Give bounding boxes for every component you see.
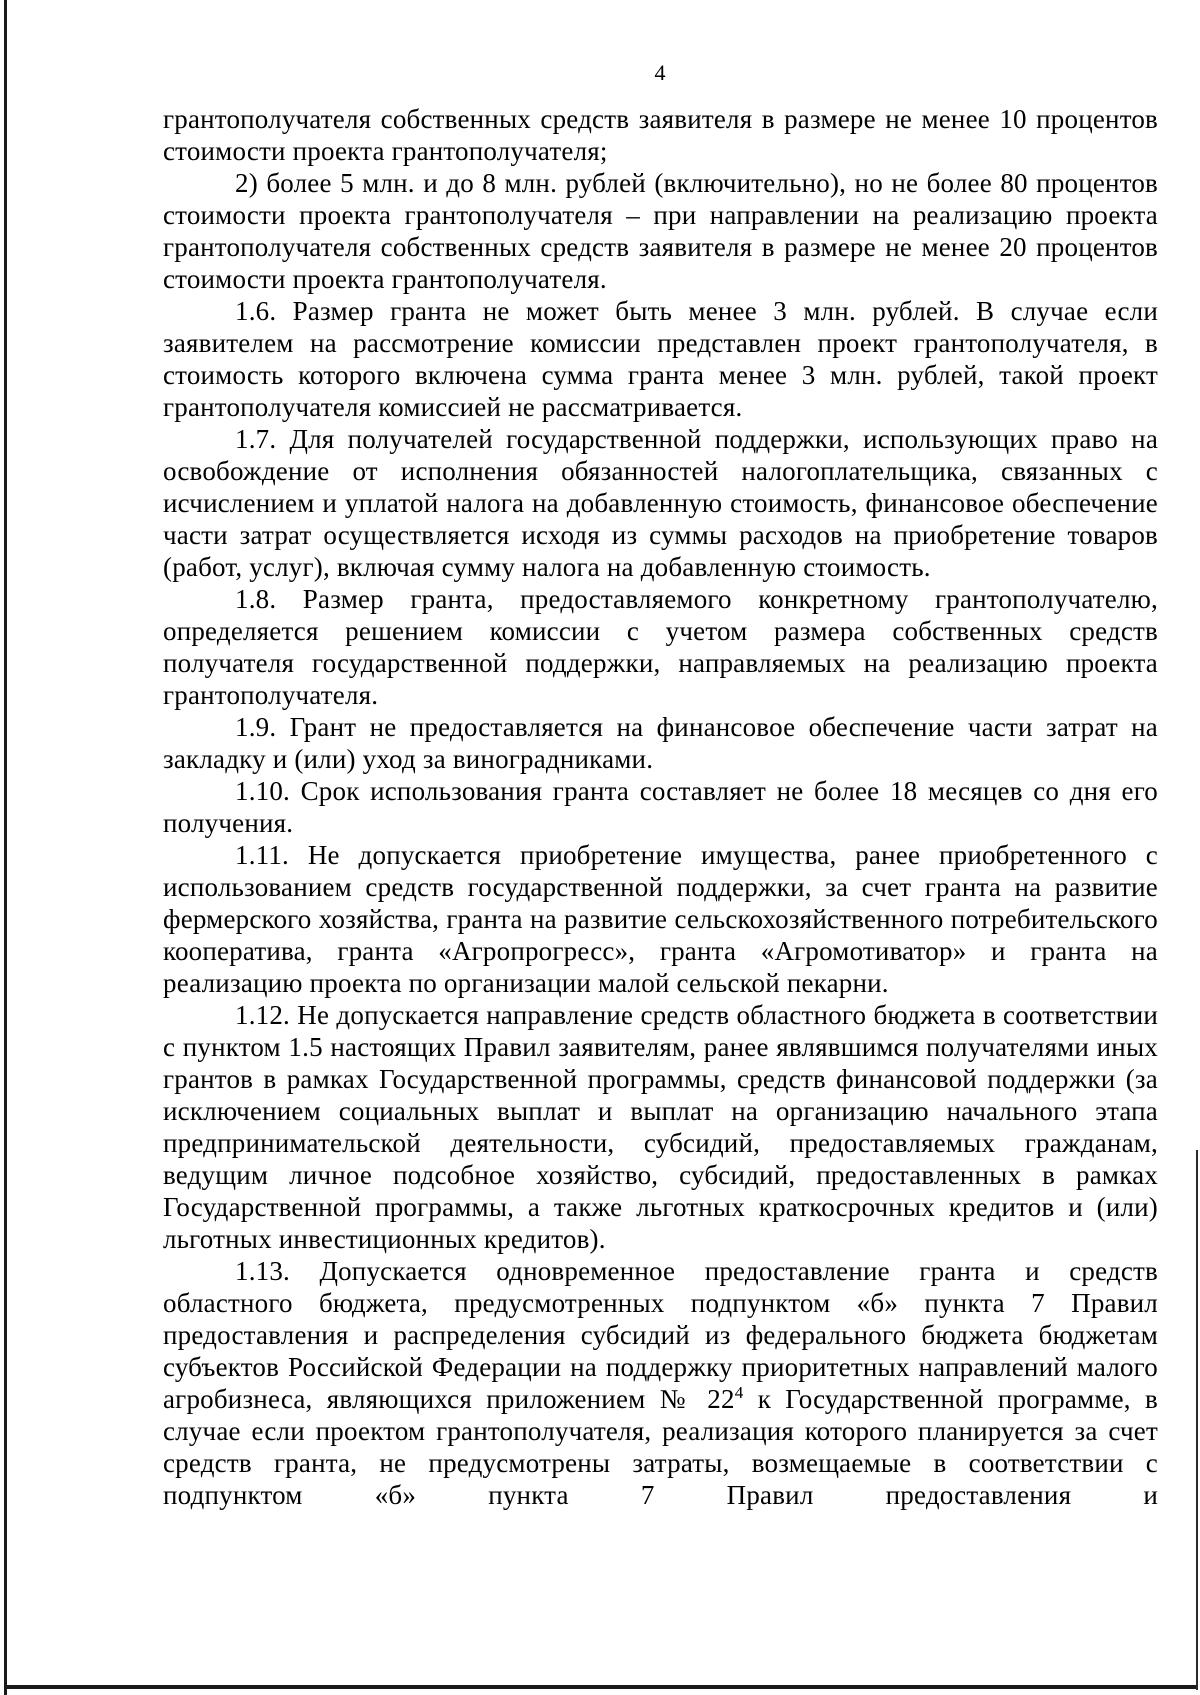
scan-edge-left [4, 0, 7, 1695]
paragraph-1-6: 1.6. Размер гранта не может быть менее 3 млн. рублей. В случае если заявителем на рассмотрение комиссии представлен проект грантополучателя, в стоимость которого включена сумма гранта менее 3 млн. рублей, такой проект грантополучателя комиссией не рассматривается. [163, 296, 1158, 422]
paragraph-1-12: 1.12. Не допускается направление средств областного бюджета в соответствии с пунктом 1.5 настоящих Правил заявителям, ранее являвшимся получателями иных грантов в рамках Государственной программы, средств финансовой поддержки (за исключением социальных выплат и выплат на организацию начального этапа предпринимательской деятельности, субсидий, предоставляемых гражданам, ведущим личное подсобное хозяйство, субсидий, предоставленных в рамках Государственной программы, а также льготных краткосрочных кредитов и (или) льготных инвестиционных кредитов). [163, 1000, 1158, 1254]
paragraph-1-13-text-before: 1.13. Допускается одновременное предоставление гранта и средств областного бюджета, предусмотренных подпунктом «б» пункта 7 Правил предоставления и распределения субсидий из федерального бюджета бюджетам субъектов Российской Федерации на поддержку приоритетных направлений малого агробизнеса, являющихся приложением № 22 [163, 1256, 1158, 1414]
page-number: 4 [654, 60, 666, 85]
paragraph-1-10: 1.10. Срок использования гранта составляет не более 18 месяцев со дня его получения. [163, 776, 1158, 838]
paragraph-1-11: 1.11. Не допускается приобретение имущества, ранее приобретенного с использованием средств государственной поддержки, за счет гранта на развитие фермерского хозяйства, гранта на развитие сельскохозяйственного потребительского кооператива, гранта «Агропрогресс», гранта «Агромотиватор» и гранта на реализацию проекта по организации малой сельской пекарни. [163, 840, 1158, 998]
document-body [163, 103, 1158, 1511]
paragraph-1-8: 1.8. Размер гранта, предоставляемого конкретному грантополучателю, определяется решением комиссии с учетом размера собственных средств получателя государственной поддержки, направляемых на реализацию проекта грантополучателя. [163, 584, 1158, 710]
paragraph-1-9: 1.9. Грант не предоставляется на финансовое обеспечение части затрат на закладку и (или) уход за виноградниками. [163, 712, 1158, 774]
paragraph-1-7: 1.7. Для получателей государственной поддержки, использующих право на освобождение от исполнения обязанностей налогоплательщика, связанных с исчислением и уплатой налога на добавленную стоимость, финансовое обеспечение части затрат осуществляется исходя из суммы расходов на приобретение товаров (работ, услуг), включая сумму налога на добавленную стоимость. [163, 424, 1158, 582]
paragraph-1-13 [163, 1255, 1158, 1511]
paragraph-item-2: 2) более 5 млн. и до 8 млн. рублей (включительно), но не более 80 процентов стоимости проекта грантополучателя – при направлении на реализацию проекта грантополучателя собственных средств заявителя в размере не менее 20 процентов стоимости проекта грантополучателя. [163, 168, 1158, 294]
paragraph-continuation: грантополучателя собственных средств заявителя в размере не менее 10 процентов стоимости проекта грантополучателя; [163, 104, 1158, 166]
scan-edge-right [1196, 1150, 1198, 1690]
paragraph-1-13-superscript: 4 [734, 1383, 744, 1402]
scan-edge-bottom [4, 1685, 1196, 1689]
paragraph-1-13-text-after: к Государственной программе, в случае если проектом грантополучателя, реализация которого планируется за счет средств гранта, не предусмотрены затраты, возмещаемые в соответствии с подпунктом «б» пункта 7 Правил предоставления и [163, 1384, 1158, 1510]
